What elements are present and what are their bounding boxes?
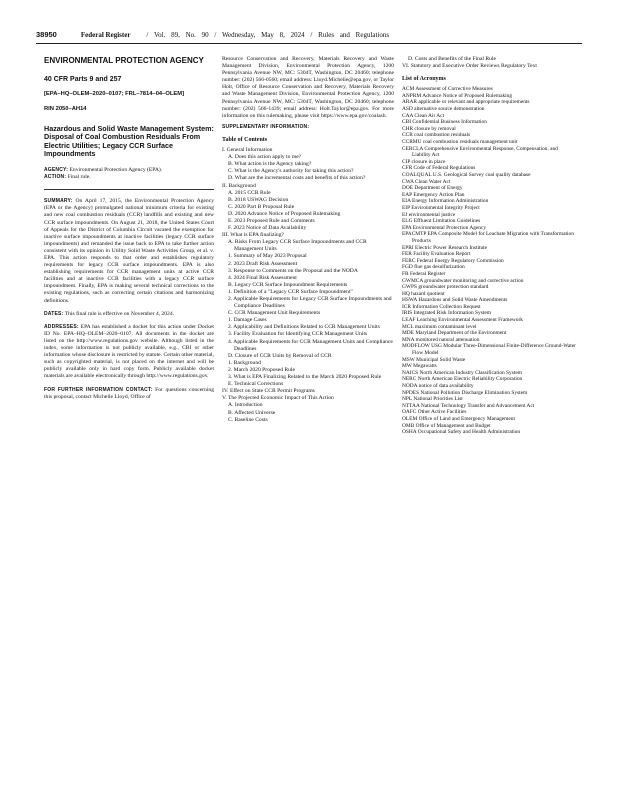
toc-entry: 2. Applicable Requirements for Legacy CCR Surface Impoundments and Compliance Deadlines [228,296,392,310]
acronym-entry: CBI Confidential Business Information [402,119,487,126]
acronym-entry: FER Facility Evaluation Report [402,251,471,258]
acronym-entry: MW Megawatts [402,363,437,370]
acronym-entry: CFR Code of Federal Regulations [402,165,476,172]
toc-entry: C. What is the Agency's authority for taking this action? [228,168,354,175]
acronym-entry: EPACMTP EPA Composite Model for Leachate Migration with Transformation Products [402,231,574,244]
acronym-entry: EPRI Electric Power Research Institute [402,244,488,251]
acronym-entry: NPL National Priorities List [402,396,463,403]
toc-heading: Table of Contents [222,136,268,143]
toc-entry: B. What action is the Agency taking? [228,161,312,168]
acronym-list [402,86,576,435]
header-rule [36,43,582,44]
acronym-entry: MDE Maryland Department of the Environment [402,330,507,337]
dates-section [44,311,214,318]
page-number: 38950 [36,30,57,39]
acronym-entry: OMB Office of Management and Budget [402,422,491,429]
acronym-entry: NTTAA National Technology Transfer and Advancement Act [402,402,535,409]
toc-entry: 1. Damage Cases [228,317,267,324]
toc-entry: VI. Statutory and Executive Order Reviews Regulatory Text [402,63,537,70]
toc-entry: B. Legacy CCR Surface Impoundment Requirements [228,281,348,288]
toc-entry: F. 2023 Notice of Data Availability [228,225,307,232]
column-1 [44,56,214,407]
agency-section [44,167,214,174]
toc-entry: I. General Information [222,147,273,154]
toc-entry: A. Does this action apply to me? [228,154,302,161]
acronym-entry: CERCLA Comprehensive Environmental Response, Compensation, and Liability Act [402,145,558,159]
toc-entry: B. Affected Universe [228,409,276,416]
header-info: / Vol. 89, No. 90 / Wednesday, May 8, 2024 / Rules and Regulations [146,31,390,39]
acronym-entry: ANPRM Advance Notice of Proposed Rulemaking [402,92,513,99]
toc-entry: IV. Effect on State CCR Permit Programs [222,388,315,395]
acronym-entry: FERC Federal Energy Regulatory Commission [402,257,504,264]
acronym-entry: CAA Clean Air Act [402,112,445,119]
toc-entry: C. CCR Management Unit Requirements [228,310,321,317]
dates-text: This final rule is effective on November 4, 2024. [64,310,175,317]
acronym-entry: OAFC Other Active Facilities [402,409,467,416]
toc-entry: V. The Projected Economic Impact of This Action [222,395,334,402]
toc-entry: D. 2020 Advance Notice of Proposed Rulemaking [228,210,341,217]
summary-text: On April 17, 2015, the Environmental Protection Agency (EPA or the Agency) promulgated national minimum criteria for existing and new coal combustion residuals (CCR) landfills and existing and new CCR surface impoundments. On August 21, 2018, the United States Court of Appeals for the District of Columbia Circuit vacated the exemption for inactive surface impoundments at inactive facilities (legacy CCR surface impoundments) and remanded the issue back to EPA to take further action consistent with its opinion in Utility Solid Waste Activities Group, et al. v. EPA. This action responds to that order and establishes regulatory requirements for legacy CCR surface impoundments. EPA is also establishing requirements for CCR management units at active CCR facilities and at inactive CCR facilities with a legacy CCR surface impoundment. Finally, EPA is making several technical corrections to the existing regulations, such as correcting certain citations and harmonizing definitions. [44,198,214,304]
action-text: Final rule. [67,174,91,181]
table-of-contents [222,147,394,424]
acronym-entry: MODFLOW USG Modular Three-Dimensional Finite-Difference Ground-Water Flow Model [402,343,576,357]
toc-entry: 2. March 2020 Proposed Rule [228,366,295,373]
acronym-entry: CHR closure by removal [402,125,456,132]
addresses-section [44,324,214,381]
acronym-entry: DOE Department of Energy [402,185,463,192]
acronym-entry: NODA notice of data availability [402,383,474,389]
page-header [36,30,582,42]
acronym-entry: EJ environmental justice [402,211,456,218]
acronym-entry: GWPS groundwater protection standard [402,284,489,291]
contact-section [44,387,214,401]
acronym-entry: NAICS North American Industry Classification System [402,369,522,376]
acronym-entry: CIP closure in place [402,158,446,165]
action-label: ACTION: [44,174,67,181]
acronym-entry: MCL maximum contaminant level [402,323,477,330]
toc-entry: 2. Applicability and Definitions Related to CCR Management Units [228,324,380,331]
contact-text: For questions concerning this proposal, contact Michelle Lloyd, Office of [44,386,214,400]
contact-label: FOR FURTHER INFORMATION CONTACT: [44,386,153,393]
acronym-entry: ARAR applicable or relevant and appropriate requirements [402,99,530,106]
docket-id: [EPA–HQ–OLEM–2020–0107; FRL–7814–04–OLEM] [44,90,185,97]
toc-entry: 3. Response to Comments on the Proposal and the NODA [228,267,358,274]
acronym-entry: IRIS Integrated Risk Information System [402,310,491,317]
acronym-entry: LEAF Leaching Environmental Assessment Framework [402,317,523,324]
divider [44,189,214,190]
supplementary-section [222,124,394,131]
acronym-entry: ASD alternative source demonstration [402,106,485,113]
toc-entry: 2. 2023 Draft Risk Assessment [228,260,298,267]
acronym-entry: NERC North American Electric Reliability Corporation [402,376,523,383]
column-2 [222,56,394,424]
rule-title: Hazardous and Solid Waste Management System: Disposal of Coal Combustion Residuals From Electric Utilities; Legacy CCR Surface Impoundments [44,123,214,159]
acronym-entry: OLEM Office of Land and Emergency Management [402,415,515,422]
toc-entry: D. Closure of CCR Units by Removal of CCR [228,352,332,359]
toc-entry: E. 2023 Proposed Rule and Comments [228,217,315,224]
toc-entry: 1. Summary of May 2023 Proposal [228,253,307,260]
contact-continued: Resource Conservation and Recovery, Materials Recovery and Waste Management Division, Environmental Protection Agency, 1200 Pennsylvania Avenue NW, MC: 5304T, Washington, DC 20460; telephone number: (202) 566-0560; email address: Lloyd.Michelle@epa.gov, or Taylor Holt, Office of Resource Conservation and Recovery, Materials Recovery and Waste Management Division, Environmental Protection Agency, 1200 Pennsylvania Avenue NW, MC: 5304T, Washington, DC 20460; telephone number: (202) 566-1439; email address: Holt.Taylor@epa.gov. For more information on this rulemaking, please visit https://www.epa.gov/coalash. [222,56,394,119]
acronym-entry: NPDES National Pollution Discharge Elimination System [402,389,528,396]
toc-entry: D. What are the incremental costs and benefits of this action? [228,175,366,182]
acronym-entry: EIP Environmental Integrity Project [402,204,480,211]
acronym-entry: FR Federal Register [402,270,446,277]
docket-line [44,91,214,98]
acronym-entry: OSHA Occupational Safety and Health Administration [402,429,521,436]
agency-label: AGENCY: [44,167,69,174]
toc-entry: B. 2018 USWAG Decision [228,196,289,203]
acronym-entry: HSWA Hazardous and Solid Waste Amendments [402,297,508,304]
acronym-entry: EIA Energy Information Administration [402,198,489,205]
toc-entry: A. Risks From Legacy CCR Surface Impoundments and CCR Management Units [228,239,367,253]
acronym-entry: ELG Effluent Limitation Guidelines [402,218,481,225]
addresses-text: EPA has established a docket for this action under Docket ID No. EPA–HQ–OLEM–2020–0107. All documents in the docket are listed on the http://www.regulations.gov website. Although listed in the index, some information is not publicly available, e.g., CBI or other information whose disclosure is restricted by statute. Certain other material, such as copyrighted material, is not placed on the internet and will be publicly available only in hard copy form. Publicly available docket materials are available electronically through http://www.regulations.gov. [44,323,214,380]
toc-entry: 1. Background [228,359,261,366]
toc-entry: 4. 2024 Final Risk Assessment [228,274,297,281]
acronym-entry: ICR Information Collection Request [402,303,481,310]
acronym-entry: COALQUAL U.S. Geological Survey coal quality database [402,172,531,178]
summary-label: SUMMARY: [44,198,73,205]
agency-name: ENVIRONMENTAL PROTECTION AGENCY [44,56,204,65]
acronym-entry: CCR coal combustion residuals [402,132,471,139]
acronym-entry: ACM Assessment of Corrective Measures [402,86,493,93]
toc-entry: C. 2020 Part B Proposal Rule [228,203,295,210]
toc-entry: III. What is EPA finalizing? [222,232,284,239]
action-section [44,174,214,181]
column-3 [402,56,576,436]
rin: RIN 2050–AH14 [44,105,87,112]
toc-entry: D. Costs and Benefits of the Final Rule [408,56,496,62]
agency-text: Environmental Protection Agency (EPA). [69,167,163,174]
toc-entry: 4. Applicable Requirements for CCR Management Units and Compliance Deadlines [228,338,393,352]
acronym-entry: MNA monitored natural attenuation [402,336,480,343]
acronym-entry: CCRMU coal combustion residuals management unit [402,139,518,146]
publication-name: Federal Register [80,31,131,39]
toc-entry: II. Background [222,182,256,189]
acronym-entry: EPA Environmental Protection Agency [402,224,487,231]
toc-entry: 1. Definition of a "Legacy CCR Surface Impoundment" [228,288,353,295]
toc-entry: 3. What is EPA Finalizing Related to the March 2020 Proposed Rule [228,374,382,381]
toc-entry: C. Baseline Costs [228,416,268,423]
cfr-parts: 40 CFR Parts 9 and 257 [44,75,122,83]
addresses-label: ADDRESSES: [44,323,79,330]
acronym-entry: GWMCA groundwater monitoring and corrective action [402,277,524,284]
toc-continued [402,56,576,70]
summary-section [44,198,214,304]
acronym-entry: HQ hazard quotient [402,290,445,297]
toc-entry: 3. Facility Evaluation for Identifying CCR Management Units [228,331,368,338]
toc-entry: A. 2015 CCR Rule [228,189,271,196]
toc-entry: A. Introduction [228,402,263,409]
dates-label: DATES: [44,310,64,317]
acronym-entry: MSW Municipal Solid Waste [402,356,466,363]
acronym-entry: CWA Clean Water Act [402,178,451,185]
acronym-entry: FGD flue gas desulfurization [402,264,465,271]
supplementary-label: SUPPLEMENTARY INFORMATION: [222,123,310,130]
acronym-entry: EAP Emergency Action Plan [402,191,465,198]
toc-entry: E. Technical Corrections [228,381,284,388]
acronyms-heading: List of Acronyms [402,76,446,83]
